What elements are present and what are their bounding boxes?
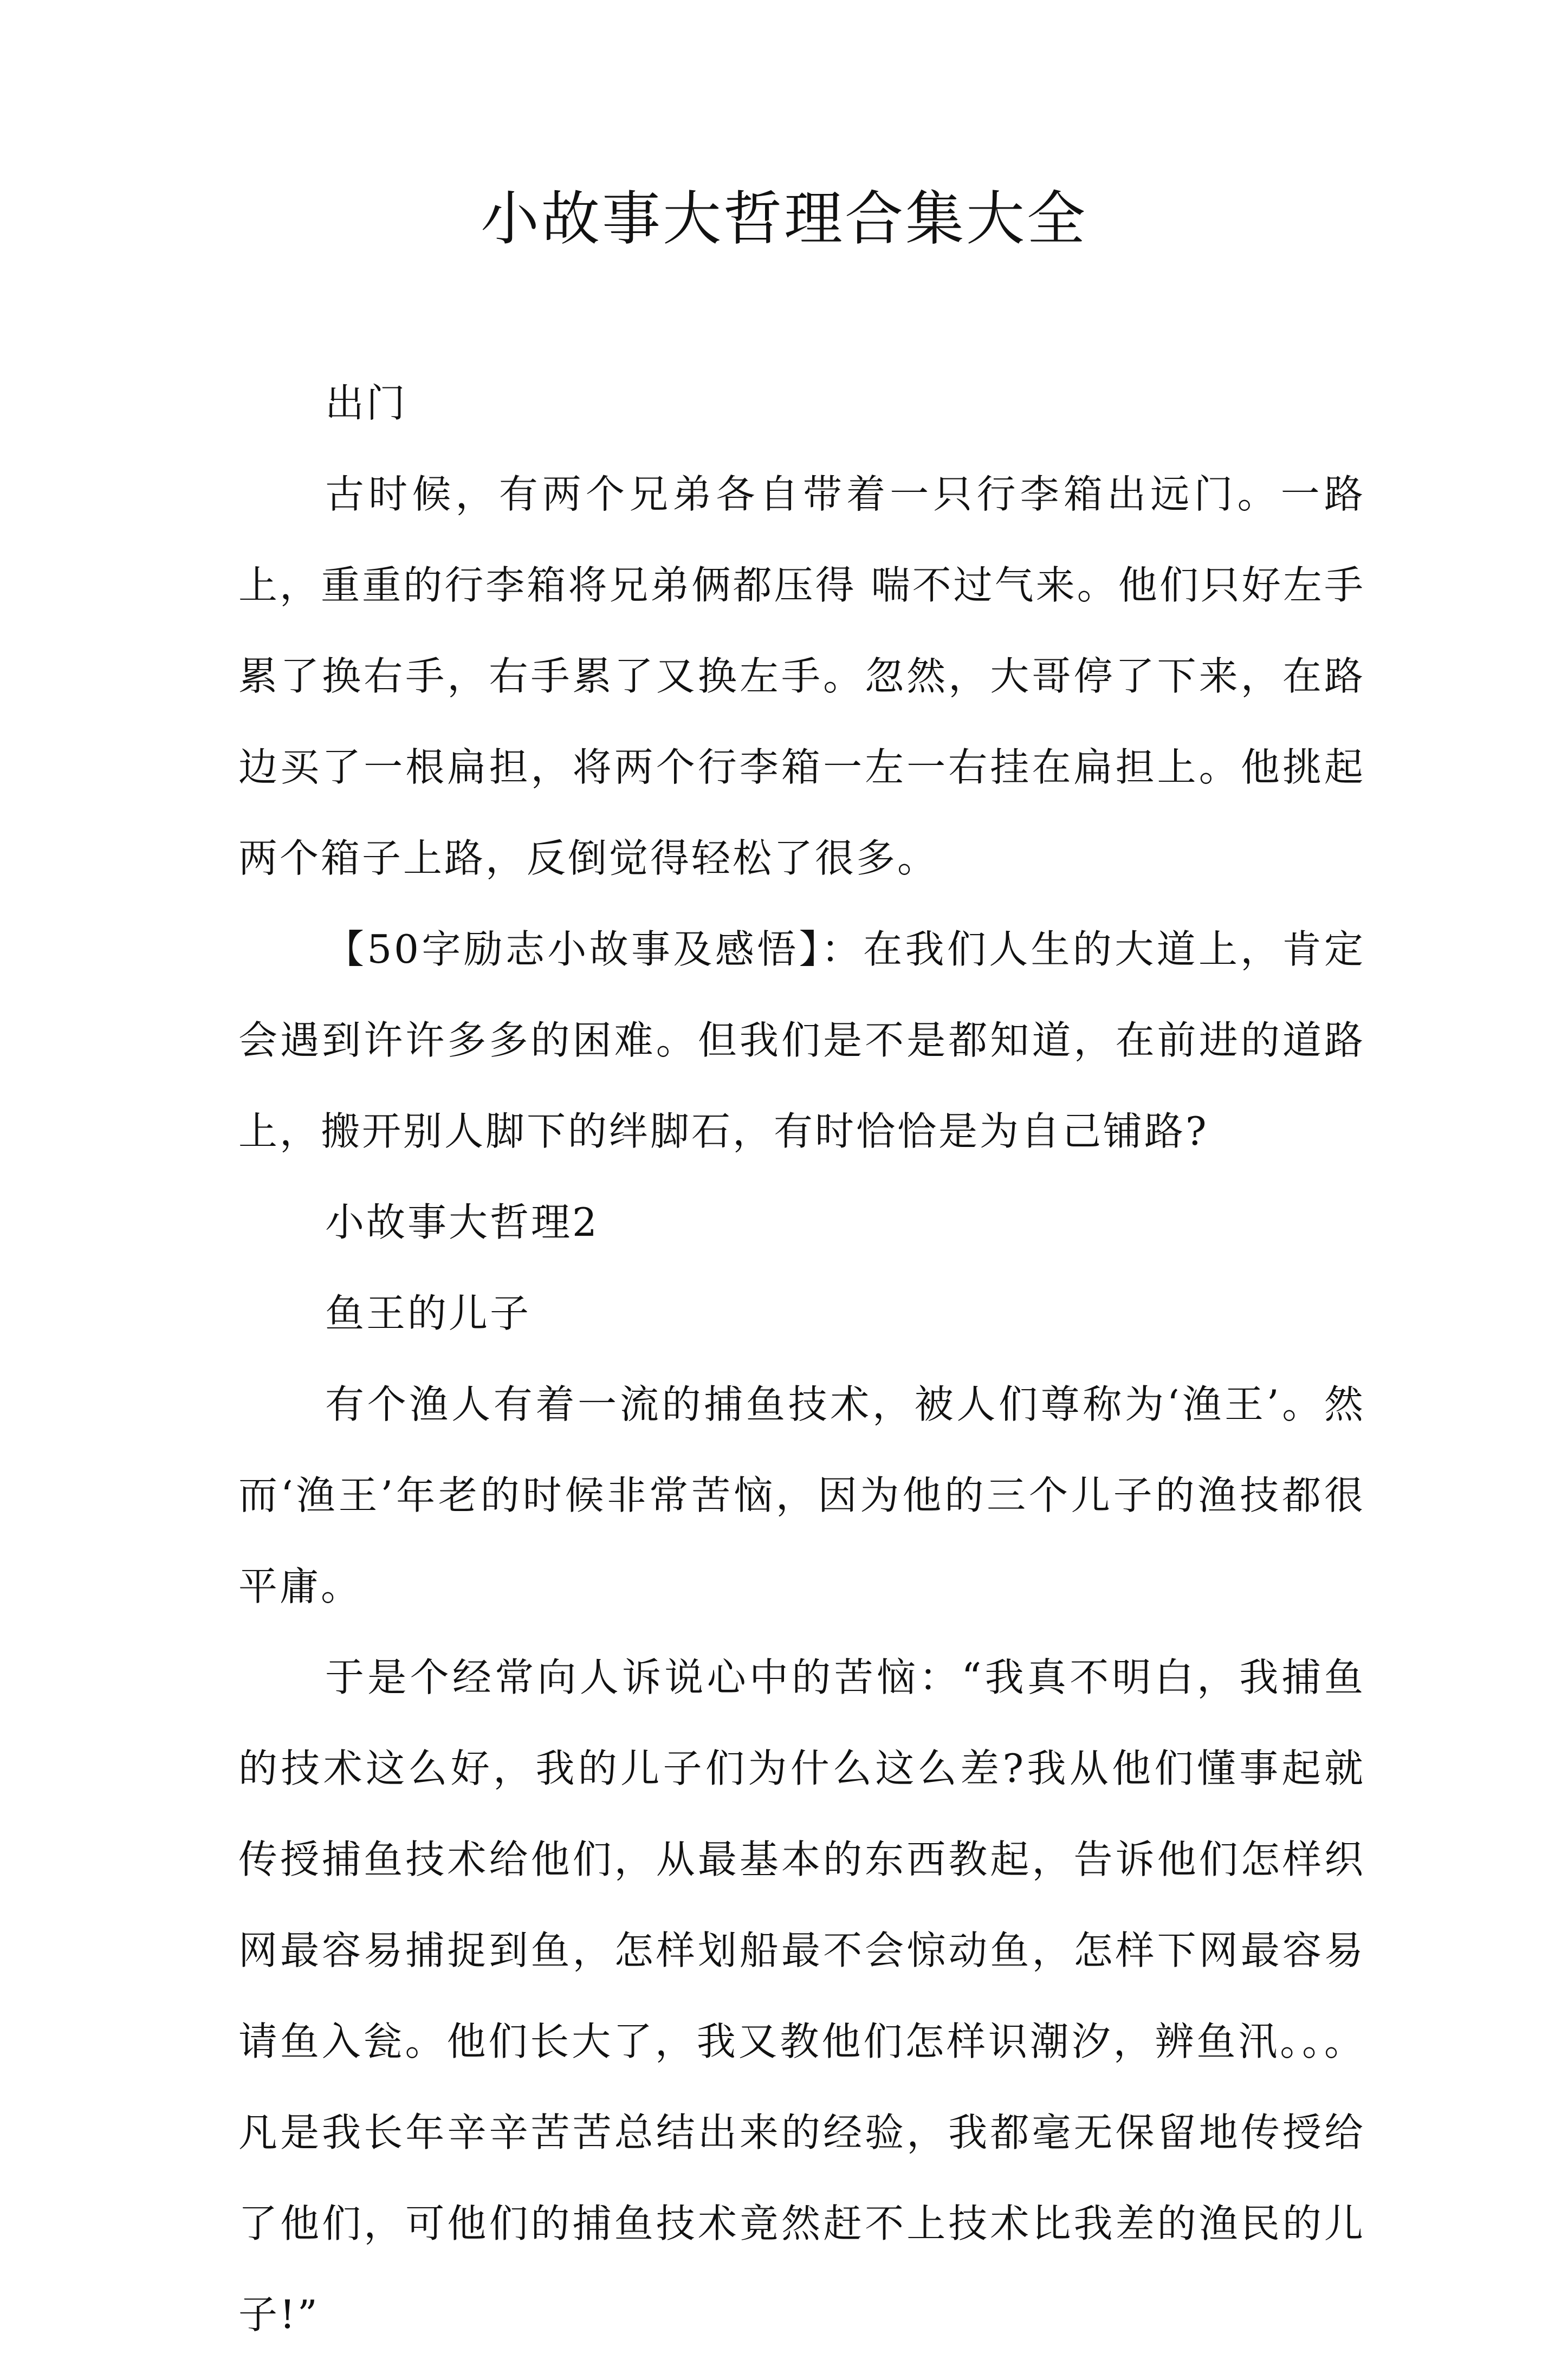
paragraph: 有个渔人有着一流的捕鱼技术，被人们尊称为‘渔王’。然而‘渔王’年老的时候非常苦恼，因为他的三个儿子的渔技都很平庸。 bbox=[238, 1382, 1365, 1609]
paragraph: 古时候，有两个兄弟各自带着一只行李箱出远门。一路上，重重的行李箱将兄弟俩都压得 喘不过气来。他们只好左手累了换右手，右手累了又换左手。忽然，大哥停了下来，在路边买了一根扁担，将两个行李箱一左一右挂在扁担上。他挑起两个箱子上路，反倒觉得轻松了很多。 bbox=[238, 471, 1365, 881]
paragraph: 【50字励志小故事及感悟】：在我们人生的大道上，肯定会遇到许许多多的困难。但我们是不是都知道，在前进的道路上，搬开别人脚下的绊脚石，有时恰恰是为自己铺路? bbox=[238, 926, 1365, 1154]
paragraph-heading-yuwang: 鱼王的儿子 bbox=[325, 1291, 532, 1336]
paragraph-heading-chumen: 出门 bbox=[325, 380, 408, 426]
paragraph: 于是个经常向人诉说心中的苦恼：“我真不明白，我捕鱼的技术这么好，我的儿子们为什么这么差?我从他们懂事起就传授捕鱼技术给他们，从最基本的东西教起，告诉他们怎样织网最容易捕捉到鱼，怎样划船最不会惊动鱼，怎样下网最容易请鱼入瓮。他们长大了，我又教他们怎样识潮汐，辨鱼汛。。。凡是我长年辛辛苦苦总结出来的经验，我都毫无保留地传授给了他们，可他们的捕鱼技术竟然赶不上技术比我差的渔民的儿子!” bbox=[238, 1655, 1365, 2337]
paragraph-heading-section-2: 小故事大哲理2 bbox=[325, 1200, 599, 1245]
document-body bbox=[238, 358, 1365, 2360]
document-title: 小故事大哲理合集大全 bbox=[480, 185, 1087, 253]
